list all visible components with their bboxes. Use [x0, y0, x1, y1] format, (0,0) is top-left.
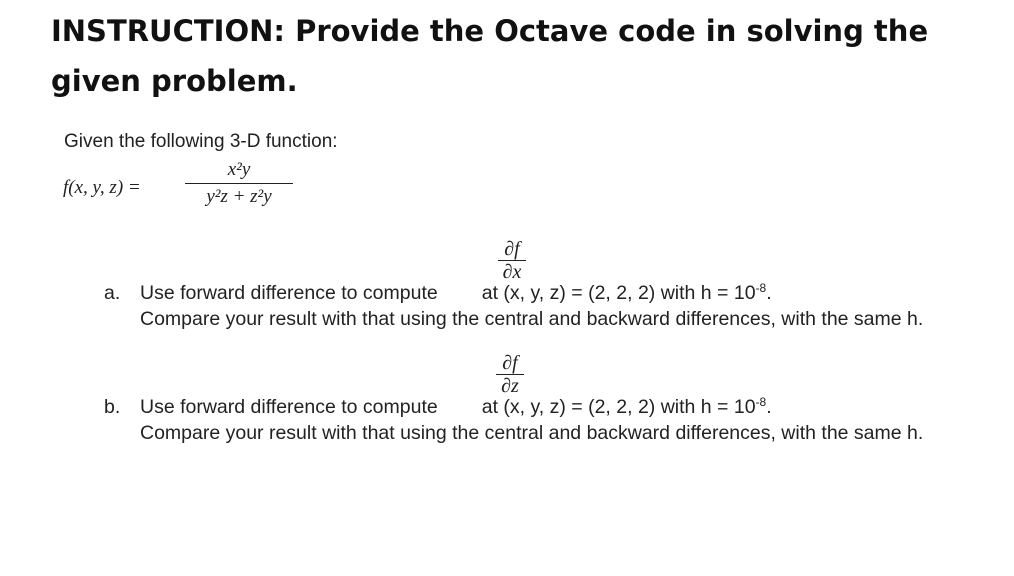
- item-body: [140, 394, 984, 446]
- derivative-df-dz: [496, 352, 524, 397]
- item-text-rest: Compare your result with that using the central and backward differences, with the same h.: [140, 422, 924, 444]
- derivative-denominator: ∂z: [501, 375, 519, 397]
- function-lhs: f(x, y, z) =: [63, 177, 141, 198]
- derivative-numerator: ∂f: [502, 352, 518, 374]
- given-text: Given the following 3-D function:: [64, 131, 338, 152]
- function-numerator: x²y: [227, 159, 251, 180]
- item-body: [140, 280, 984, 332]
- list-item-b: [104, 394, 984, 446]
- item-text-rest: Compare your result with that using the central and backward differences, with the same h.: [140, 308, 924, 330]
- item-exponent: -8: [755, 395, 767, 409]
- item-text-after: at (x, y, z) = (2, 2, 2) with h = 10: [481, 396, 756, 418]
- item-period: .: [766, 282, 772, 304]
- item-exponent: -8: [755, 281, 767, 295]
- item-marker: b.: [104, 396, 121, 418]
- derivative-numerator: ∂f: [504, 238, 520, 260]
- function-fraction: [185, 157, 293, 210]
- item-text-before: Use forward difference to compute: [140, 282, 438, 304]
- item-text-before: Use forward difference to compute: [140, 396, 438, 418]
- item-text-after: at (x, y, z) = (2, 2, 2) with h = 10: [481, 282, 756, 304]
- function-denominator: y²z + z²y: [206, 186, 272, 207]
- derivative-df-dx: [498, 238, 526, 283]
- item-marker: a.: [104, 282, 121, 304]
- derivative-denominator: ∂x: [502, 261, 522, 283]
- instruction-heading: INSTRUCTION: Provide the Octave code in solving the given problem.: [51, 14, 929, 98]
- item-period: .: [766, 396, 772, 418]
- list-item-a: [104, 280, 984, 332]
